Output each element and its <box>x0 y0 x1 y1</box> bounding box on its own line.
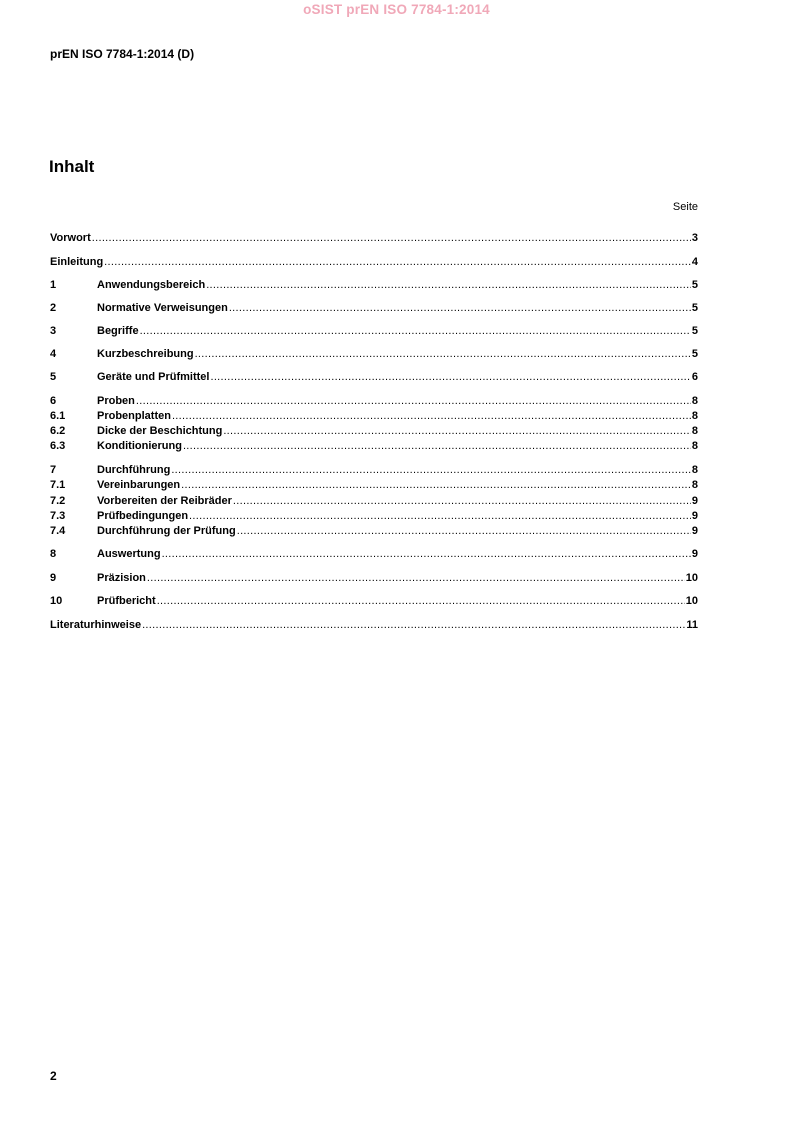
toc-entry-title: Durchführung <box>97 464 171 476</box>
toc-entry-title: Normative Verweisungen <box>97 302 228 314</box>
toc-entry-number: 5 <box>50 371 57 383</box>
toc-entry <box>50 301 698 315</box>
toc-dot-leader <box>157 595 685 608</box>
toc-dot-leader <box>140 325 691 338</box>
toc-dot-leader <box>183 440 691 453</box>
toc-entry-page: 10 <box>685 595 698 607</box>
toc-title: Inhalt <box>49 157 95 176</box>
toc-dot-leader <box>210 371 690 384</box>
toc-entry-number: 7.2 <box>50 495 66 507</box>
toc-entry-number: 6.2 <box>50 425 66 437</box>
toc-entry-page: 8 <box>691 440 698 452</box>
toc-entry-number: 4 <box>50 348 57 360</box>
toc-dot-leader <box>147 572 685 585</box>
toc-entry-number: 7.3 <box>50 510 66 522</box>
toc-entry-number: 2 <box>50 302 57 314</box>
toc-entry <box>50 278 698 292</box>
watermark: oSIST prEN ISO 7784-1:2014 <box>303 2 490 17</box>
toc-entry-page: 9 <box>691 548 698 560</box>
toc-entry <box>50 347 698 361</box>
toc-entry-title: Dicke der Beschichtung <box>97 425 223 437</box>
toc-dot-leader <box>233 495 691 508</box>
toc-entry <box>50 255 698 269</box>
toc-entry-title: Prüfbedingungen <box>97 510 189 522</box>
toc-entry <box>50 594 698 608</box>
page-number: 2 <box>50 1069 57 1083</box>
toc-entry-page: 5 <box>691 302 698 314</box>
toc-entry <box>50 231 698 245</box>
toc-entry-page: 8 <box>691 410 698 422</box>
toc-entry-number: 3 <box>50 325 57 337</box>
toc-entry <box>50 547 698 561</box>
toc-entry-title: Präzision <box>97 572 146 584</box>
toc-entry-number: 7 <box>50 464 57 476</box>
toc-entry-page: 5 <box>691 279 698 291</box>
toc-entry-page: 8 <box>691 425 698 437</box>
toc-entry-title: Anwendungsbereich <box>97 279 206 291</box>
toc-entry-page: 9 <box>691 525 698 537</box>
toc-dot-leader <box>142 619 685 632</box>
toc-entry-title: Konditionierung <box>97 440 182 452</box>
toc-entry-title: Durchführung der Prüfung <box>97 525 236 537</box>
toc-entry-title: Vereinbarungen <box>97 479 181 491</box>
toc-entry-number: 6.3 <box>50 440 66 452</box>
toc-entry <box>50 571 698 585</box>
toc-entry-page: 9 <box>691 510 698 522</box>
toc-entry-page: 6 <box>691 371 698 383</box>
toc-entry <box>50 509 698 523</box>
toc-entry-title: Vorwort <box>50 232 91 244</box>
toc-dot-leader <box>229 302 691 315</box>
toc-entry-number: 9 <box>50 572 57 584</box>
toc-entry-number: 10 <box>50 595 63 607</box>
toc-entry-number: 8 <box>50 548 57 560</box>
toc-entry-page: 8 <box>691 464 698 476</box>
toc-entry-page: 5 <box>691 325 698 337</box>
toc-entry-title: Probenplatten <box>97 410 171 422</box>
toc-entry <box>50 424 698 438</box>
toc-entry-page: 3 <box>691 232 698 244</box>
toc-entry-title: Einleitung <box>50 256 104 268</box>
toc-entry-title: Literaturhinweise <box>50 619 142 631</box>
toc-entry-number: 7.4 <box>50 525 66 537</box>
toc-dot-leader <box>104 256 691 269</box>
toc-entry-page: 9 <box>691 495 698 507</box>
toc-dot-leader <box>136 395 691 408</box>
toc-entry-title: Kurzbeschreibung <box>97 348 194 360</box>
toc-entry <box>50 324 698 338</box>
toc-entry-title: Geräte und Prüfmittel <box>97 371 210 383</box>
toc-entry <box>50 463 698 477</box>
toc-dot-leader <box>223 425 691 438</box>
toc-entry <box>50 409 698 423</box>
toc-entry-title: Vorbereiten der Reibräder <box>97 495 232 507</box>
toc-dot-leader <box>206 279 691 292</box>
toc-entry-title: Begriffe <box>97 325 139 337</box>
toc-entry-page: 10 <box>685 572 698 584</box>
toc-dot-leader <box>237 525 691 538</box>
document-id: prEN ISO 7784-1:2014 (D) <box>50 47 195 61</box>
toc-entry <box>50 494 698 508</box>
toc-entry <box>50 370 698 384</box>
toc-dot-leader <box>172 410 691 423</box>
toc-entry-number: 6 <box>50 395 57 407</box>
toc-entry-number: 1 <box>50 279 57 291</box>
toc-entry-number: 7.1 <box>50 479 66 491</box>
toc-entry-number: 6.1 <box>50 410 66 422</box>
toc-entry <box>50 524 698 538</box>
toc-entry-page: 8 <box>691 479 698 491</box>
toc-dot-leader <box>181 479 691 492</box>
toc-entry-page: 5 <box>691 348 698 360</box>
toc-dot-leader <box>195 348 691 361</box>
toc-entry-title: Prüfbericht <box>97 595 156 607</box>
page-column-label: Seite <box>672 201 698 213</box>
toc-dot-leader <box>92 232 691 245</box>
toc-dot-leader <box>171 464 691 477</box>
toc-entry-title: Proben <box>97 395 135 407</box>
toc-entry <box>50 618 698 632</box>
toc-dot-leader <box>162 548 691 561</box>
toc-entry-page: 11 <box>686 619 698 631</box>
toc-entry-title: Auswertung <box>97 548 161 560</box>
toc-dot-leader <box>189 510 691 523</box>
toc-entry <box>50 478 698 492</box>
toc-entry-page: 8 <box>691 395 698 407</box>
toc-entry <box>50 439 698 453</box>
toc-entry <box>50 394 698 408</box>
toc-entry-page: 4 <box>691 256 698 268</box>
